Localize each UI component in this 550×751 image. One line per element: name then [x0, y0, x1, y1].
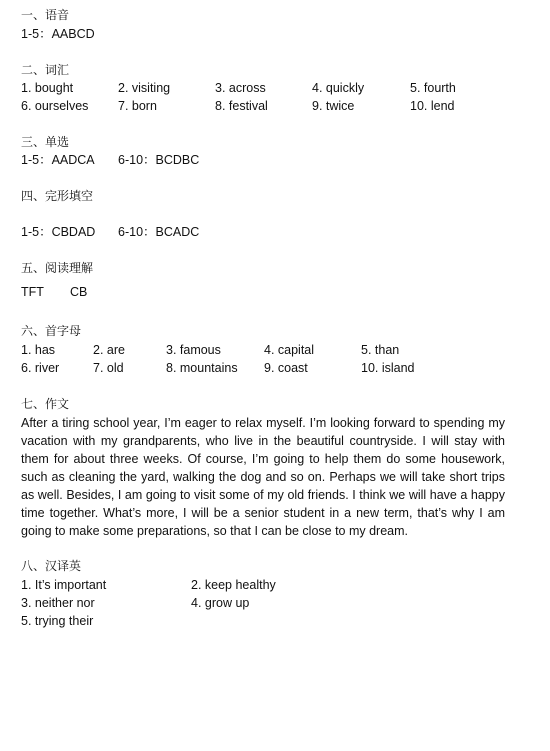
answer-item: 7. old [93, 361, 124, 375]
answer-item: 6. ourselves [21, 99, 89, 113]
section-heading-vocabulary: 二、词汇 [21, 63, 70, 77]
answer-item: 6. river [21, 361, 60, 375]
answer-item: 5. trying their [21, 614, 94, 628]
answer-item: 10. island [361, 361, 415, 375]
section-heading-reading: 五、阅读理解 [21, 261, 94, 275]
answer-item: 4. quickly [312, 81, 365, 95]
answer-item: 5. fourth [410, 81, 456, 95]
answer-item: 10. lend [410, 99, 455, 113]
answer-line: CB [70, 285, 88, 299]
answer-item: 8. mountains [166, 361, 238, 375]
answer-line: 1-5：CBDAD [21, 225, 96, 239]
answer-item: 3. across [215, 81, 266, 95]
answer-line: TFT [21, 285, 44, 299]
answer-line: 6-10：BCADC [118, 225, 200, 239]
section-heading-phonetics: 一、语音 [21, 8, 70, 22]
section-heading-multiple-choice: 三、单选 [21, 135, 70, 149]
section-heading-translation: 八、汉译英 [21, 559, 82, 573]
section-heading-composition: 七、作文 [21, 397, 70, 411]
answer-item: 1. It’s important [21, 578, 107, 592]
answer-item: 5. than [361, 343, 400, 357]
answer-item: 2. visiting [118, 81, 171, 95]
answer-item: 4. grow up [191, 596, 250, 610]
answer-line: 6-10：BCDBC [118, 153, 200, 167]
answer-item: 3. famous [166, 343, 221, 357]
composition-text: After a tiring school year, I’m eager to relax myself. I’m looking forward to spending my vacation with my grandparents, who live in the beautiful countryside. I will stay with them for about three weeks. Of course, I’m going to help them do some housework, such as cleaning the yard, walking the dog and so on. Perhaps we will take short trips as well. Besides, I am going to visit some of my old friends. I think we will have a happy time together. What’s more, I will be a senior student in a new term, that’s why I am going to make some preparations, so that I can be close to my dream. [21, 416, 505, 538]
answer-item: 1. has [21, 343, 56, 357]
answer-line: 1-5：AADCA [21, 153, 95, 167]
answer-item: 1. bought [21, 81, 74, 95]
answer-item: 4. capital [264, 343, 315, 357]
answer-item: 8. festival [215, 99, 268, 113]
section-heading-cloze: 四、完形填空 [21, 189, 94, 203]
answer-item: 2. keep healthy [191, 578, 276, 592]
answer-line: 1-5：AABCD [21, 27, 95, 41]
answer-item: 7. born [118, 99, 157, 113]
section-heading-initial-letters: 六、首字母 [21, 324, 82, 338]
answer-item: 2. are [93, 343, 125, 357]
answer-item: 3. neither nor [21, 596, 95, 610]
answer-item: 9. coast [264, 361, 308, 375]
answer-item: 9. twice [312, 99, 355, 113]
